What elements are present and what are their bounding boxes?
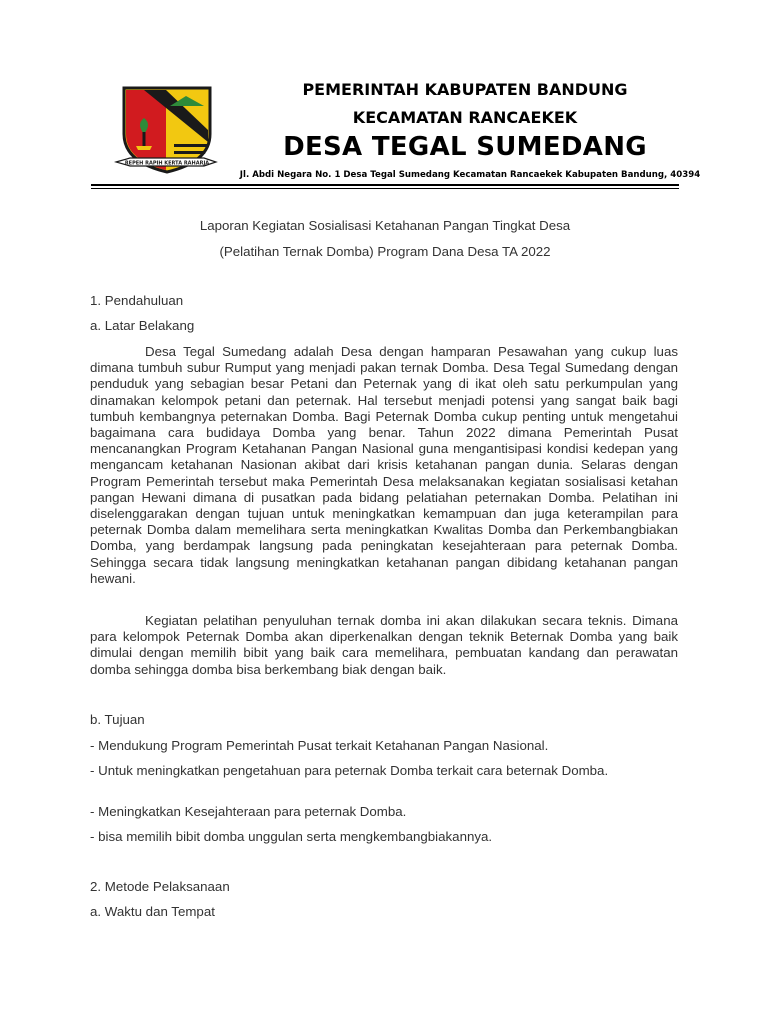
report-title-line1: Laporan Kegiatan Sosialisasi Ketahanan Pangan Tingkat Desa: [199, 218, 571, 233]
section-1-heading: 1. Pendahuluan: [90, 293, 184, 308]
report-title-line2: (Pelatihan Ternak Domba) Program Dana Desa TA 2022: [219, 244, 551, 259]
objective-item-4: - bisa memilih bibit domba unggulan serta mengkembangbiakannya.: [90, 829, 493, 844]
letterhead-village-name: DESA TEGAL SUMEDANG: [283, 132, 647, 162]
objective-item-1: - Mendukung Program Pemerintah Pusat terkait Ketahanan Pangan Nasional.: [90, 738, 549, 753]
letterhead-subdistrict-name: KECAMATAN RANCAEKEK: [352, 108, 578, 127]
section-2-heading: 2. Metode Pelaksanaan: [90, 879, 230, 894]
section-1a-heading: a. Latar Belakang: [90, 318, 195, 333]
background-paragraph-2: Kegiatan pelatihan penyuluhan ternak domba ini akan dilakukan secara teknis. Dimana para kelompok Peternak Domba akan diperkenalkan dengan teknik Beternak Domba yang baik dimulai dengan memilih bibit yang baik cara memelihara, pembuatan kandang dan perawatan domba sehingga domba bisa berkembang biak dengan baik.: [90, 613, 678, 677]
section-2a-heading: a. Waktu dan Tempat: [90, 904, 215, 919]
letterhead-address: Jl. Abdi Negara No. 1 Desa Tegal Sumedang Kecamatan Rancaekek Kabupaten Bandung, 40394: [239, 170, 701, 180]
background-paragraph-1: Desa Tegal Sumedang adalah Desa dengan hamparan Pesawahan yang cukup luas dimana tumbuh subur Rumput yang menjadi pakan ternak Domba. Desa Tegal Sumedang dengan penduduk yang sebagian besar Petani dan Peternak yang di ikat oleh satu perkumpulan yang dinamakan kelompok petani dan peternak. Hal tersebut menjadi potensi yang sangat baik bagi tumbuh kembangnya peternakan Domba. Bagi Peternak Domba cukup penting untuk mengetahui bagaimana cara budidaya Domba yang benar. Tahun 2022 dimana Pemerintah Pusat mencanangkan Program Ketahanan Pangan Nasional guna mengantisipasi kondisi kedepan yang mengancam ketahanan Nasionan akibat dari krisis ketahanan pangan dunia. Selaras dengan Program Pemerintah tersebut maka Pemerintah Desa melaksanakan kegiatan sosialisasi ketahan pangan Hewani dimana di pusatkan pada bidang pelatiahan peternakan Domba. Pelatihan ini diselenggarakan dengan tujuan untuk meningkatkan kemampuan dan juga keterampilan para peternak Domba dalam memelihara serta meningkatkan Kwalitas Domba dan Perkembangbiakan Domba, yang berdampak langsung pada peningkatan kesejahteraan para peternak Domba. Sehingga secara tidak langsung meningkatkan ketahanan pangan dibidang ketahanan pangan hewani.: [90, 344, 678, 586]
objective-item-3: - Meningkatkan Kesejahteraan para peternak Domba.: [90, 804, 407, 819]
section-1b-heading: b. Tujuan: [90, 712, 145, 727]
logo-motto-text: REPEH RAPIH KERTA RAHARJA: [124, 160, 210, 167]
village-coat-of-arms-logo: [114, 84, 218, 176]
letterhead-government-name: PEMERINTAH KABUPATEN BANDUNG: [302, 80, 628, 99]
letterhead-rule-thick: [91, 184, 679, 186]
letterhead-rule-thin: [91, 188, 679, 189]
objective-item-2: - Untuk meningkatkan pengetahuan para peternak Domba terkait cara beternak Domba.: [90, 763, 609, 778]
